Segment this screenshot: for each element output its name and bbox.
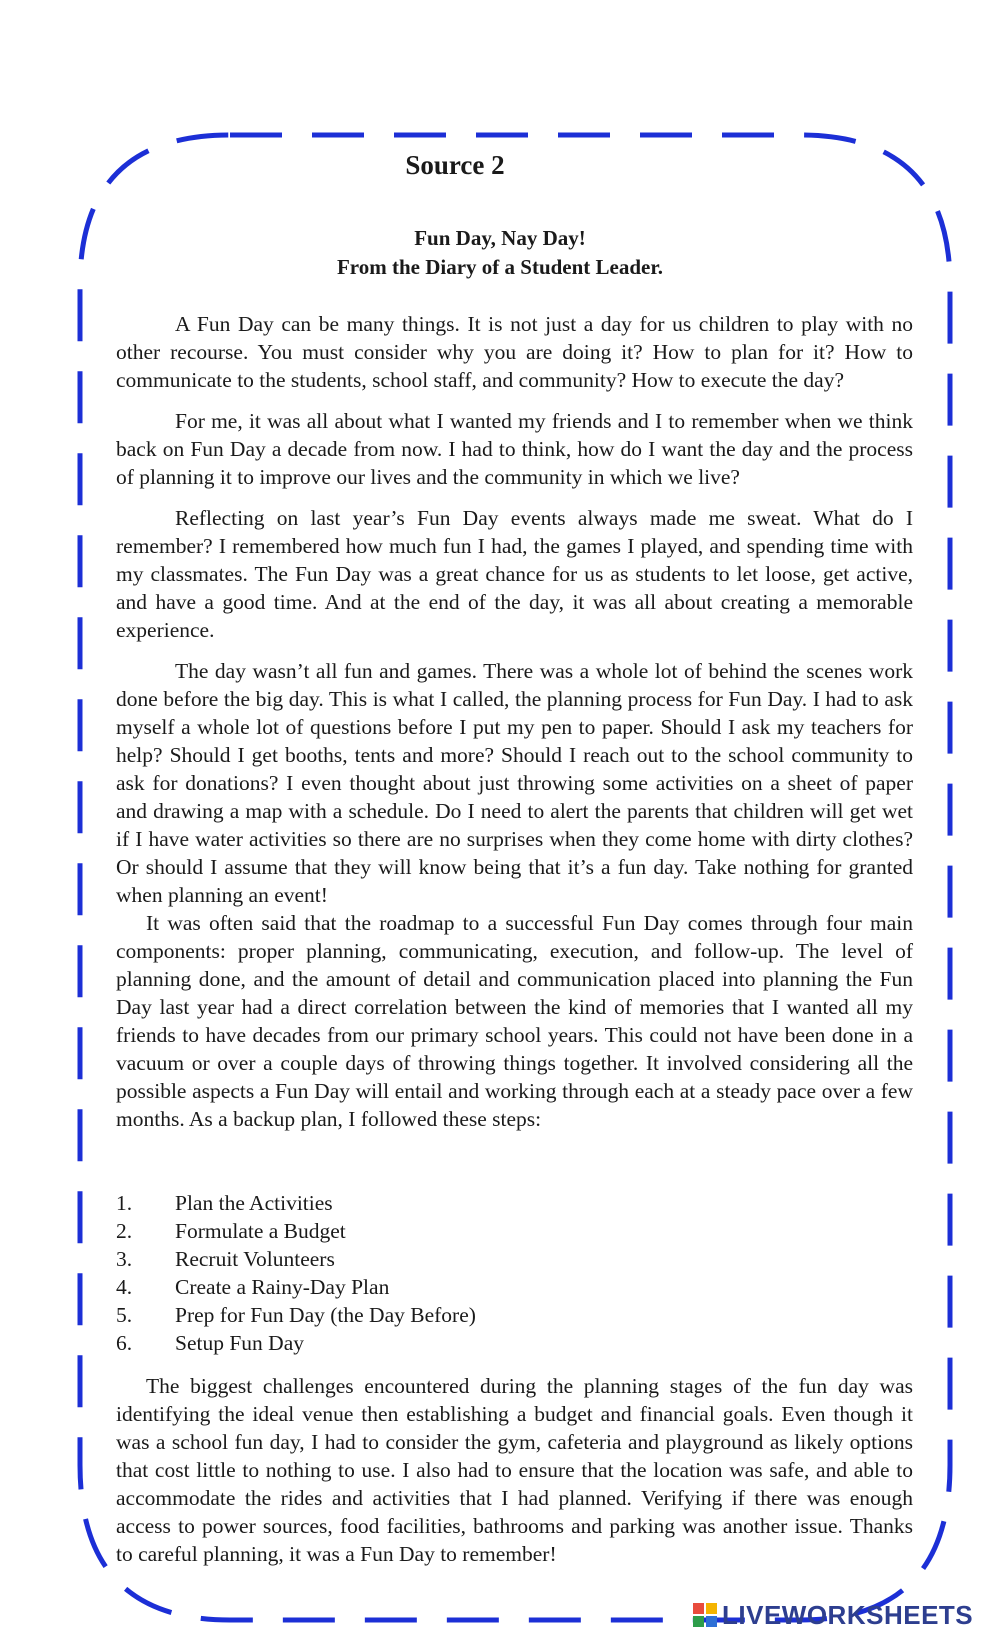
paragraph-1 — [116, 310, 913, 394]
list-item — [116, 1189, 716, 1217]
paragraph-text: A Fun Day can be many things. It is not just a day for us children to play with no other recourse. You must consider why you are doing it? How to plan for it? How to communicate to the students, school staff, and community? How to execute the day? — [116, 312, 913, 392]
step-number: 6. — [116, 1331, 133, 1355]
article-subtitle: From the Diary of a Student Leader. — [336, 255, 664, 279]
step-number: 3. — [116, 1247, 133, 1271]
list-item — [116, 1273, 716, 1301]
step-text: Create a Rainy-Day Plan — [175, 1275, 390, 1299]
paragraph-6 — [116, 1372, 913, 1568]
step-text: Recruit Volunteers — [175, 1247, 335, 1271]
list-item — [116, 1301, 716, 1329]
list-item — [116, 1329, 716, 1357]
paragraph-5 — [116, 909, 913, 1133]
liveworksheets-watermark — [693, 1600, 973, 1631]
liveworksheets-logo-icon — [693, 1603, 719, 1629]
step-number: 4. — [116, 1275, 133, 1299]
watermark-text: LIVEWORKSHEETS — [722, 1600, 974, 1630]
paragraph-text: For me, it was all about what I wanted my friends and I to remember when we think back on Fun Day a decade from now. I had to think, how do I want the day and the process of planning it to improve our lives and the community in which we live? — [116, 409, 913, 489]
paragraph-2 — [116, 407, 913, 491]
article-title: Fun Day, Nay Day! — [414, 226, 586, 250]
step-text: Formulate a Budget — [175, 1219, 346, 1243]
step-number: 1. — [116, 1191, 133, 1215]
step-text: Setup Fun Day — [175, 1331, 304, 1355]
paragraph-4 — [116, 657, 913, 909]
source-title: Source 2 — [405, 150, 505, 180]
step-number: 5. — [116, 1303, 133, 1327]
list-item — [116, 1217, 716, 1245]
step-number: 2. — [116, 1219, 133, 1243]
list-item — [116, 1245, 716, 1273]
steps-list — [116, 1189, 716, 1357]
step-text: Plan the Activities — [175, 1191, 333, 1215]
paragraph-3 — [116, 504, 913, 644]
paragraph-text: The day wasn’t all fun and games. There was a whole lot of behind the scenes work done before the big day. This is what I called, the planning process for Fun Day. I had to ask myself a whole lot of questions before I put my pen to paper. Should I ask my teachers for help? Should I get booths, tents and more? Should I reach out to the school community to ask for donations? I even thought about just throwing some activities on a sheet of paper and drawing a map with a schedule. Do I need to alert the parents that children will get wet if I have water activities so there are no surprises when they come home with dirty clothes? Or should I assume that they will know being that it’s a fun day. Take nothing for granted when planning an event! — [116, 659, 913, 907]
paragraph-text: The biggest challenges encountered during the planning stages of the fun day was identifying the ideal venue then establishing a budget and financial goals. Even though it was a school fun day, I had to consider the gym, cafeteria and playground as likely options that cost little to nothing to use. I also had to ensure that the location was safe, and able to accommodate the rides and activities that I had planned. Verifying if there was enough access to power sources, food facilities, bathrooms and parking was another issue. Thanks to careful planning, it was a Fun Day to remember! — [116, 1374, 913, 1566]
step-text: Prep for Fun Day (the Day Before) — [175, 1303, 476, 1327]
paragraph-text: It was often said that the roadmap to a successful Fun Day comes through four main components: proper planning, communicating, execution, and follow-up. The level of planning done, and the amount of detail and communication placed into planning the Fun Day last year had a direct correlation between the kind of memories that I wanted all my friends to have decades from our primary school years. This could not have been done in a vacuum or over a couple days of throwing things together. It involved considering all the possible aspects a Fun Day will entail and working through each at a steady pace over a few months. As a backup plan, I followed these steps: — [116, 911, 913, 1131]
paragraph-text: Reflecting on last year’s Fun Day events always made me sweat. What do I remember? I remembered how much fun I had, the games I played, and spending time with my classmates. The Fun Day was a great chance for us as students to let loose, get active, and have a good time. And at the end of the day, it was all about creating a memorable experience. — [116, 506, 913, 642]
